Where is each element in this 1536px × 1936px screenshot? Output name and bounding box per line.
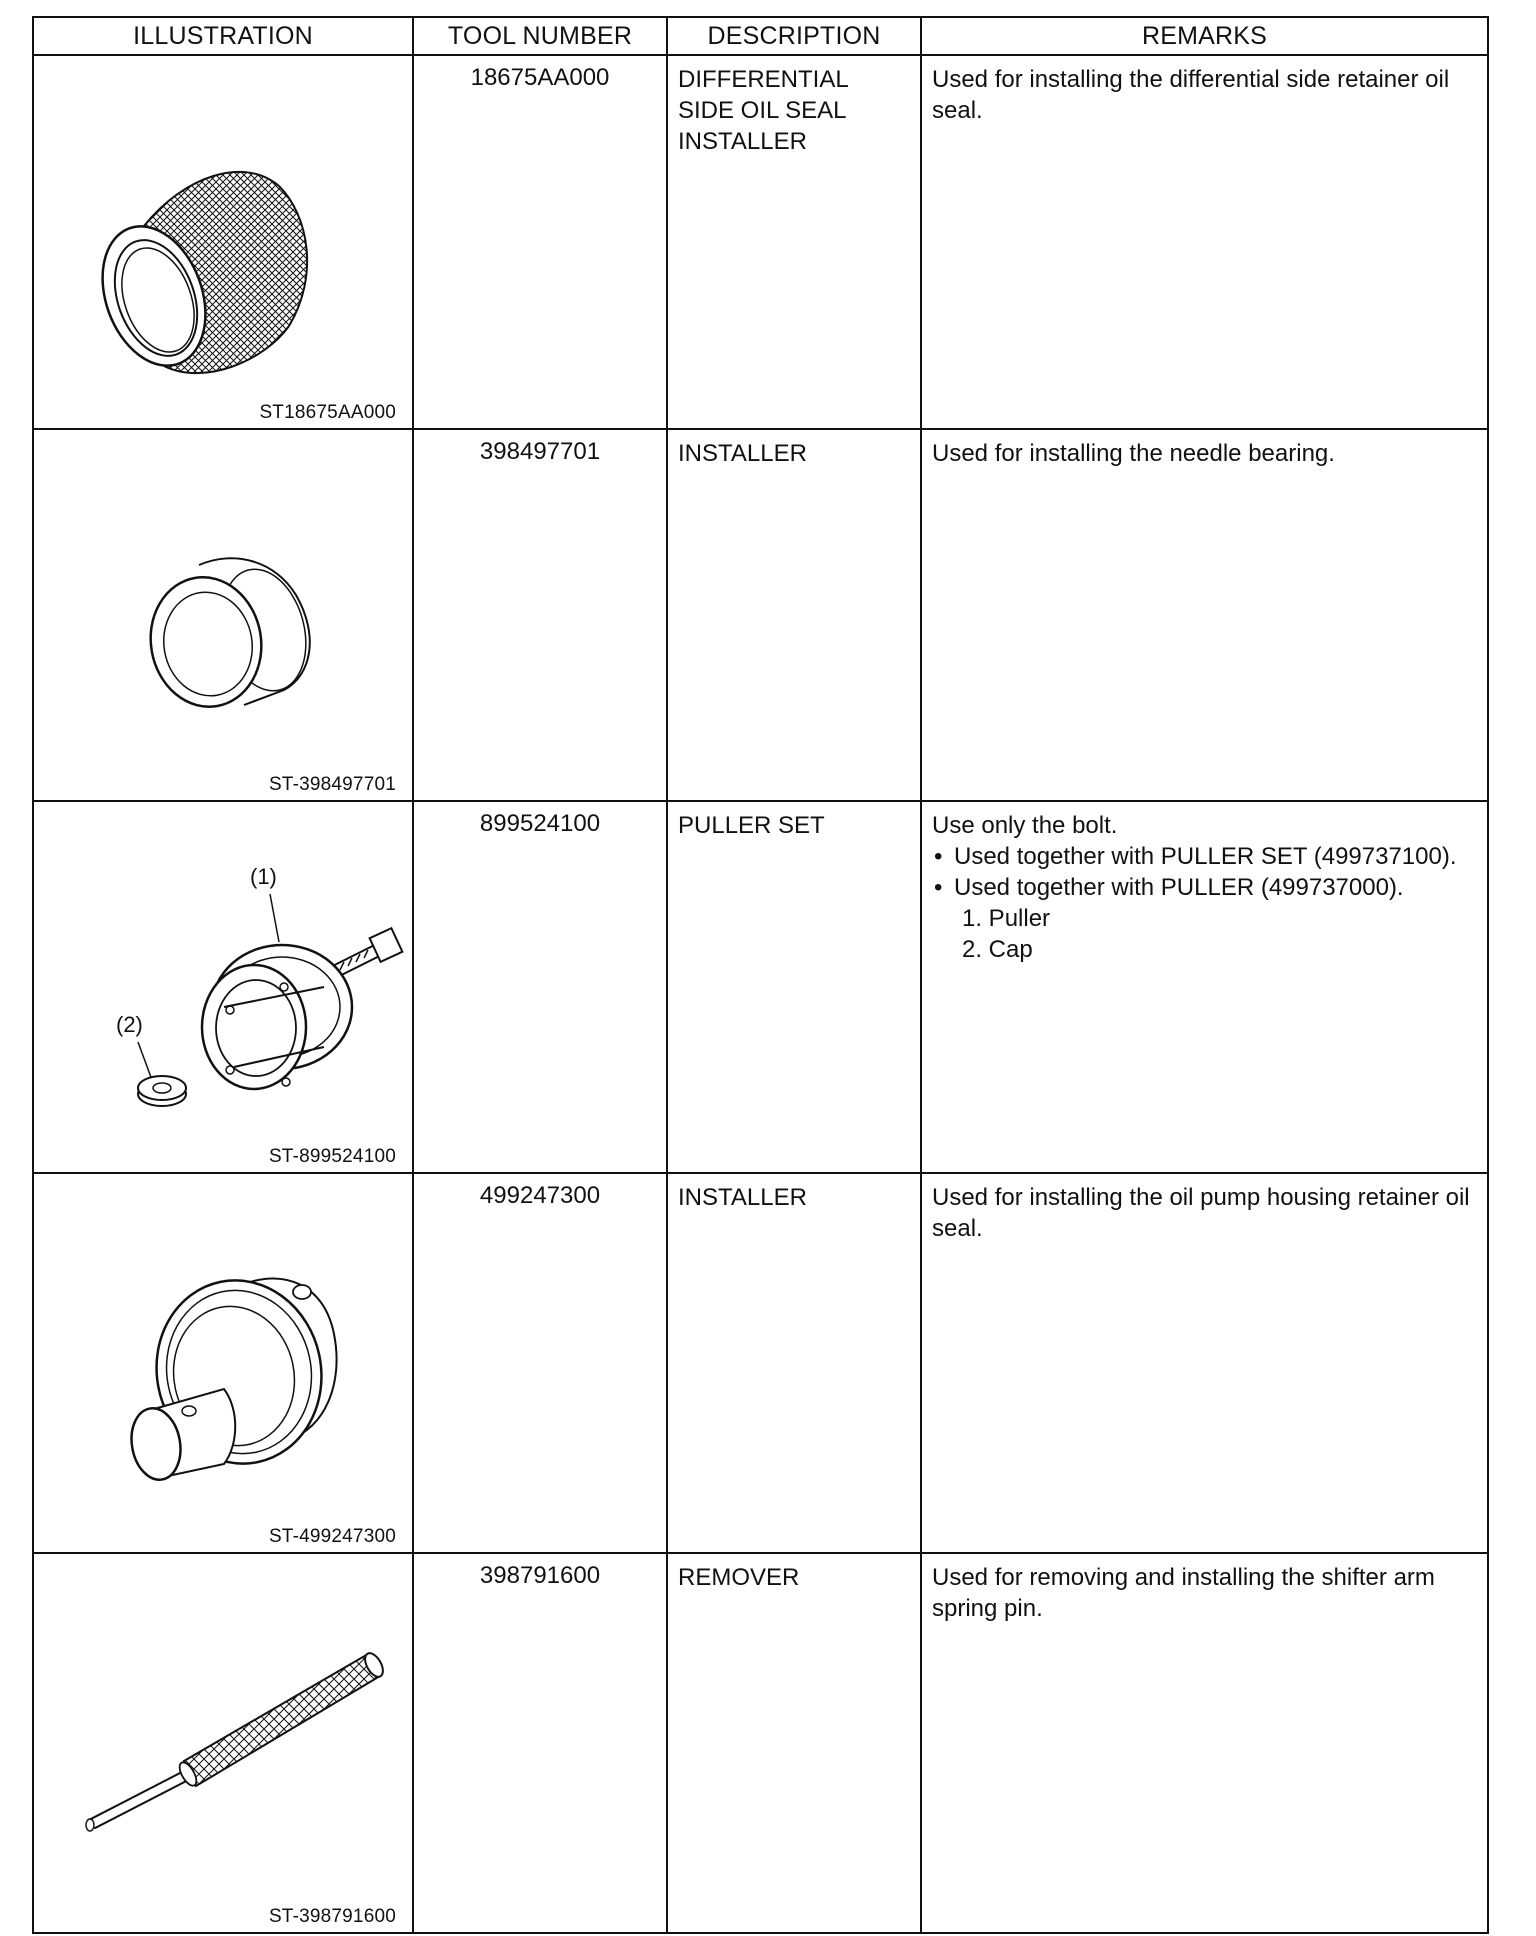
puller-set-illustration	[34, 802, 414, 1172]
illustration-code: ST-899524100	[268, 1146, 396, 1167]
oil-pump-seal-installer-illustration	[34, 1174, 414, 1552]
illustration-code: ST-398791600	[268, 1906, 396, 1927]
description: PULLER SET	[678, 812, 825, 839]
tool-number: 499247300	[479, 1182, 601, 1209]
tool-number-cell	[413, 429, 667, 801]
remarks	[922, 802, 1487, 965]
illustration-code: ST18675AA000	[259, 402, 396, 423]
description: INSTALLER	[678, 1184, 807, 1211]
remarks-bullet: • Used together with PULLER (499737000).	[932, 872, 1477, 903]
description-cell	[667, 55, 921, 429]
remarks: Used for installing the oil pump housing retainer oil seal.	[932, 1184, 1470, 1242]
illustration-cell	[33, 55, 413, 429]
illustration-cell	[33, 801, 413, 1173]
table-row	[33, 429, 1488, 801]
header-illustration: ILLUSTRATION	[33, 17, 413, 55]
illustration-cell	[33, 429, 413, 801]
tool-number: 18675AA000	[470, 64, 610, 91]
illustration-code: ST-398497701	[268, 774, 396, 795]
illustration-cell	[33, 1553, 413, 1933]
tool-number-cell	[413, 55, 667, 429]
header-remarks: REMARKS	[921, 17, 1488, 55]
table-row	[33, 801, 1488, 1173]
tool-number-cell	[413, 1553, 667, 1933]
tool-number: 398497701	[479, 438, 601, 465]
remarks: Used for installing the differential side retainer oil seal.	[932, 66, 1450, 124]
description: REMOVER	[678, 1564, 800, 1591]
table-row	[33, 1553, 1488, 1933]
description-cell	[667, 801, 921, 1173]
description-cell	[667, 1173, 921, 1553]
remarks-cell	[921, 1553, 1488, 1933]
description: INSTALLER	[678, 440, 807, 467]
callout-label-2: (2)	[116, 1012, 143, 1037]
tool-number-cell	[413, 1173, 667, 1553]
remarks: Used for removing and installing the shifter arm spring pin.	[932, 1564, 1435, 1622]
illustration-code: ST-499247300	[268, 1526, 396, 1547]
remarks-cell	[921, 55, 1488, 429]
description-cell	[667, 429, 921, 801]
remarks-numbered-item: 1. Puller	[962, 905, 1051, 932]
oil-seal-installer-illustration	[34, 56, 414, 428]
tool-number-cell	[413, 801, 667, 1173]
remarks-numbered-item: 2. Cap	[962, 936, 1033, 963]
description-cell	[667, 1553, 921, 1933]
spring-pin-remover-illustration	[34, 1554, 414, 1932]
remarks-bullet-list	[932, 841, 1477, 965]
table-row	[33, 55, 1488, 429]
header-tool-number: TOOL NUMBER	[413, 17, 667, 55]
tool-number: 899524100	[479, 810, 601, 837]
remarks-lead: Use only the bolt.	[932, 812, 1118, 839]
remarks-cell	[921, 801, 1488, 1173]
callout-label-1: (1)	[250, 864, 277, 889]
table-row	[33, 1173, 1488, 1553]
illustration-cell	[33, 1173, 413, 1553]
remarks-cell	[921, 1173, 1488, 1553]
remarks-cell	[921, 429, 1488, 801]
header-row	[33, 17, 1488, 55]
header-description: DESCRIPTION	[667, 17, 921, 55]
remarks-bullet: • Used together with PULLER SET (499737100).	[932, 841, 1477, 872]
special-tools-table	[32, 16, 1489, 1934]
tool-number: 398791600	[479, 1562, 601, 1589]
description: DIFFERENTIAL SIDE OIL SEAL INSTALLER	[678, 66, 848, 155]
needle-bearing-installer-illustration	[34, 430, 414, 800]
remarks: Used for installing the needle bearing.	[932, 440, 1335, 467]
